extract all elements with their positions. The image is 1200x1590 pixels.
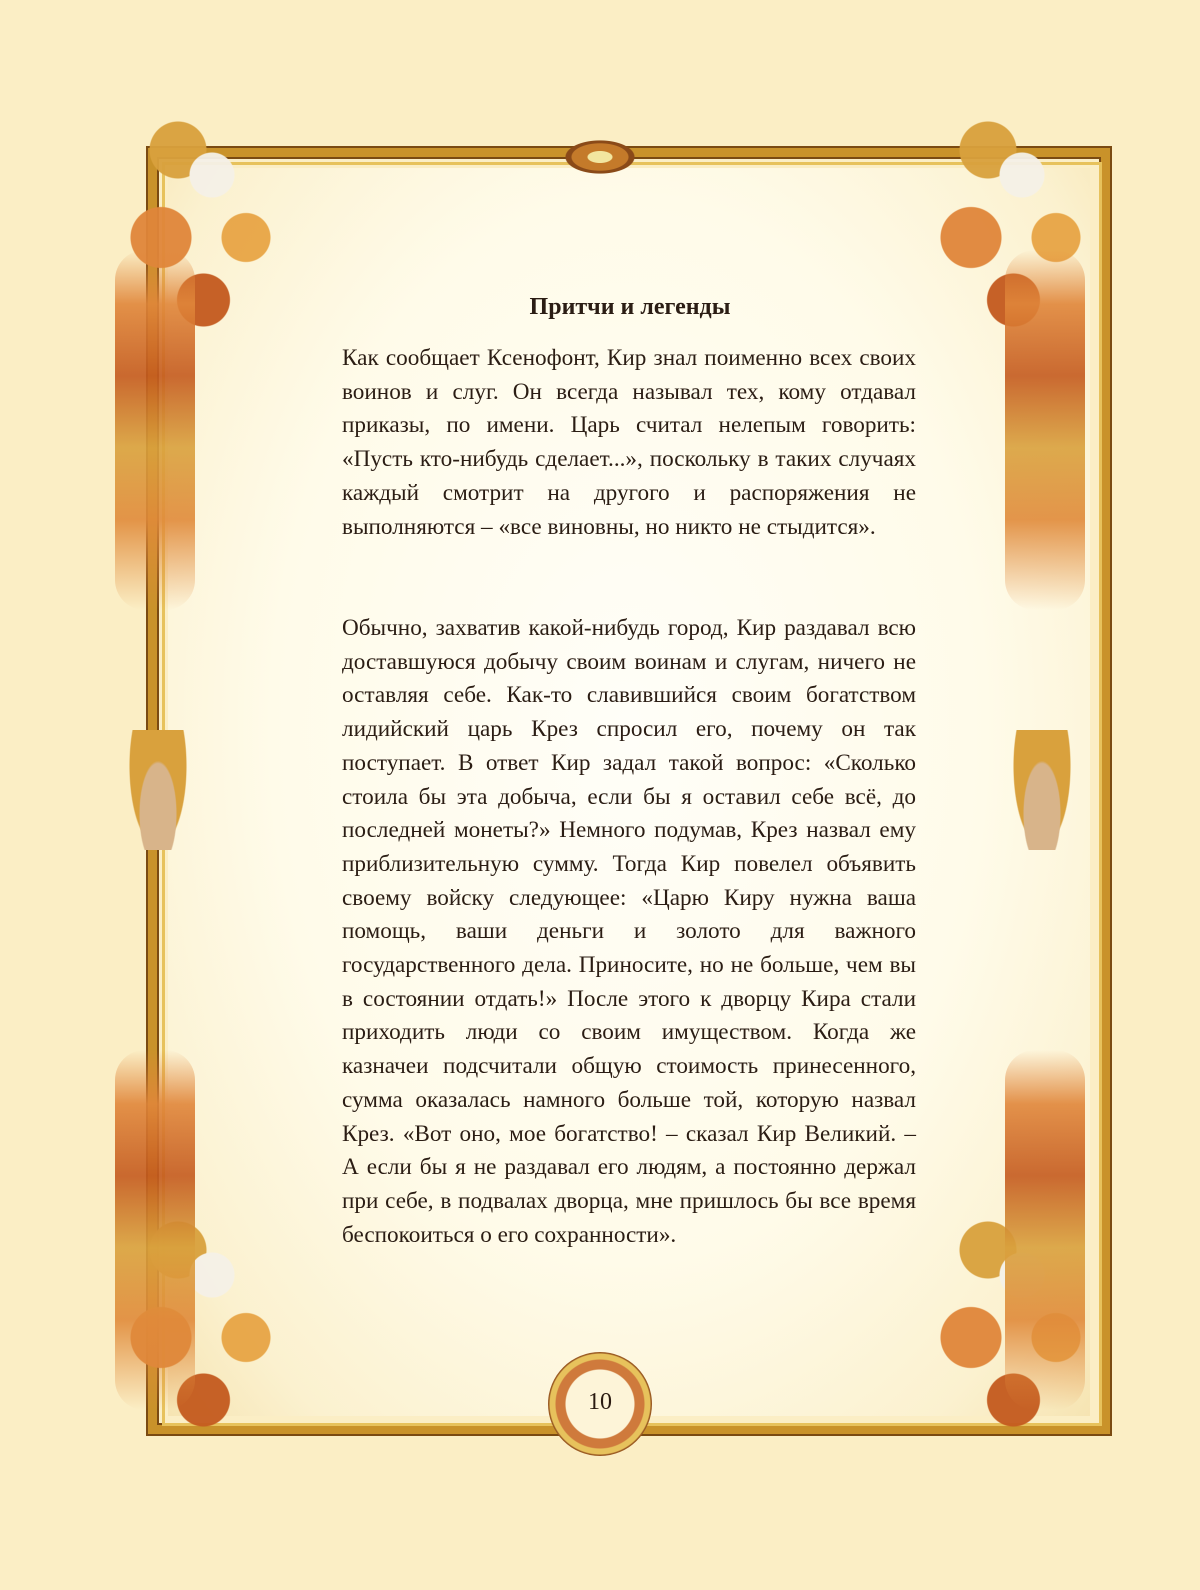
mask-ornament-right xyxy=(1012,730,1072,850)
page-title: Притчи и легенды xyxy=(529,294,731,321)
paragraph-2 xyxy=(342,612,916,1252)
top-medallion-ornament xyxy=(548,132,652,182)
paragraph-1-text: Как сообщает Ксенофонт, Кир знал поименно всех своих воинов и слуг. Он всегда называл тех, кому отдавал приказы, по имени. Царь считал нелепым говорить: «Пусть кто-нибудь сделает...», поскольку в таких случаях каждый смотрит на другого и распоряжения не выполняются – «все виновны, но никто не стыдится». xyxy=(342,345,916,540)
paragraph-1 xyxy=(342,342,916,544)
page-number-badge xyxy=(548,1352,652,1456)
page-number: 10 xyxy=(588,1388,612,1415)
side-ornament-right-lower xyxy=(1005,1050,1085,1410)
mask-ornament-left xyxy=(128,730,188,850)
side-ornament-right-upper xyxy=(1005,250,1085,610)
side-ornament-left-lower xyxy=(115,1050,195,1410)
side-ornament-left-upper xyxy=(115,250,195,610)
paragraph-2-text: Обычно, захватив какой-нибудь город, Кир раздавал всю доставшуюся добычу своим воинам и слугам, ничего не оставляя себе. Как-то славившийся своим богатством лидийский царь Крез спросил его, почему он так поступает. В ответ Кир задал такой вопрос: «Сколько стоила бы эта добыча, если бы я оставил себе всё, до последней монеты?» Немного подумав, Крез назвал ему приблизительную сумму. Тогда Кир повелел объявить своему войску следующее: «Царю Киру нужна ваша помощь, ваши деньги и золото для важного государственного дела. Приносите, но не больше, чем вы в состоянии отдать!» После этого к дворцу Кира стали приходить люди со своим имуществом. Когда же казначеи подсчитали общую стоимость принесенного, сумма оказалась намного больше той, которую назвал Крез. «Вот оно, мое богатство! – сказал Кир Великий. – А если бы я не раздавал его людям, а постоянно держал при себе, в подвалах дворца, мне пришлось бы все время беспокоиться о его сохранности». xyxy=(342,615,916,1248)
